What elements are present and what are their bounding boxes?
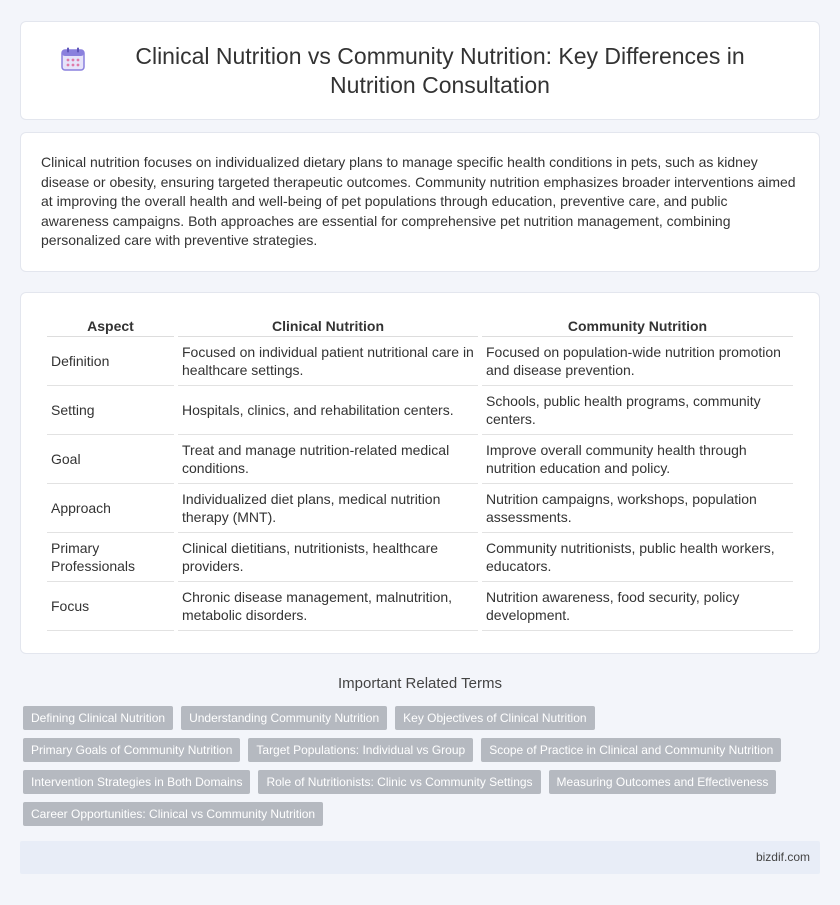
related-term-tag[interactable]: Key Objectives of Clinical Nutrition (395, 706, 594, 730)
related-term-tag[interactable]: Role of Nutritionists: Clinic vs Community Settings (258, 770, 540, 794)
comparison-table-card (20, 292, 820, 654)
related-term-tag[interactable]: Understanding Community Nutrition (181, 706, 387, 730)
table-cell-aspect: Goal (47, 435, 174, 484)
table-header-row (47, 311, 793, 337)
table-cell-aspect: Primary Professionals (47, 533, 174, 582)
table-cell-aspect: Definition (47, 337, 174, 386)
table-cell-clinical: Focused on individual patient nutritional care in healthcare settings. (178, 337, 478, 386)
intro-card (20, 132, 820, 272)
table-cell-community: Nutrition campaigns, workshops, population assessments. (482, 484, 793, 533)
table-row (47, 533, 793, 582)
intro-text: Clinical nutrition focuses on individualized dietary plans to manage specific health conditions in pets, such as kidney disease or obesity, ensuring targeted therapeutic outcomes. Community nutrition emphasizes broader interventions aimed at improving the overall health and well-being of pet populations through education, preventive care, and public awareness campaigns. Both approaches are essential for comprehensive pet nutrition management, combining personalized care with preventive strategies. (41, 154, 796, 249)
related-term-tag[interactable]: Scope of Practice in Clinical and Community Nutrition (481, 738, 781, 762)
table-cell-clinical: Hospitals, clinics, and rehabilitation centers. (178, 386, 478, 435)
table-cell-aspect: Approach (47, 484, 174, 533)
header-aspect: Aspect (47, 311, 174, 337)
header-clinical: Clinical Nutrition (178, 311, 478, 337)
table-cell-community: Schools, public health programs, community centers. (482, 386, 793, 435)
table-row (47, 582, 793, 631)
table-cell-community: Focused on population-wide nutrition promotion and disease prevention. (482, 337, 793, 386)
related-terms-list (23, 706, 813, 826)
calendar-icon (60, 46, 86, 72)
related-term-tag[interactable]: Career Opportunities: Clinical vs Community Nutrition (23, 802, 323, 826)
table-cell-community: Improve overall community health through nutrition education and policy. (482, 435, 793, 484)
title-card (20, 21, 820, 120)
table-cell-aspect: Focus (47, 582, 174, 631)
table-row (47, 484, 793, 533)
table-row (47, 337, 793, 386)
header-community: Community Nutrition (482, 311, 793, 337)
title-wrap (60, 42, 780, 100)
table-cell-clinical: Treat and manage nutrition-related medical conditions. (178, 435, 478, 484)
related-term-tag[interactable]: Intervention Strategies in Both Domains (23, 770, 250, 794)
related-terms-title: Important Related Terms (338, 675, 502, 692)
related-term-tag[interactable]: Target Populations: Individual vs Group (248, 738, 473, 762)
page-title: Clinical Nutrition vs Community Nutrition: Key Differences in Nutrition Consultation (135, 42, 745, 98)
footer (20, 841, 820, 874)
table-cell-clinical: Clinical dietitians, nutritionists, healthcare providers. (178, 533, 478, 582)
comparison-table (43, 311, 797, 631)
table-cell-clinical: Chronic disease management, malnutrition, metabolic disorders. (178, 582, 478, 631)
table-row (47, 386, 793, 435)
related-term-tag[interactable]: Defining Clinical Nutrition (23, 706, 173, 730)
table-row (47, 435, 793, 484)
footer-brand-link[interactable]: bizdif.com (755, 850, 810, 864)
table-cell-clinical: Individualized diet plans, medical nutrition therapy (MNT). (178, 484, 478, 533)
related-term-tag[interactable]: Primary Goals of Community Nutrition (23, 738, 240, 762)
related-term-tag[interactable]: Measuring Outcomes and Effectiveness (549, 770, 777, 794)
table-cell-aspect: Setting (47, 386, 174, 435)
table-cell-community: Nutrition awareness, food security, policy development. (482, 582, 793, 631)
table-cell-community: Community nutritionists, public health workers, educators. (482, 533, 793, 582)
